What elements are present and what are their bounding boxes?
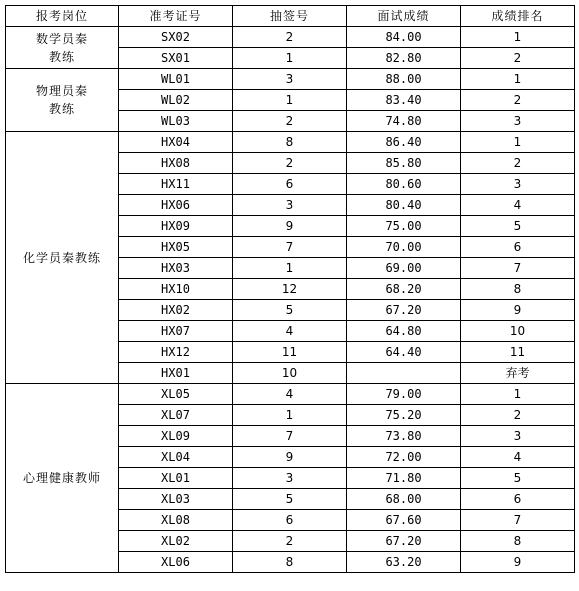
draw-number-cell: 1	[233, 48, 347, 69]
draw-number-cell: 8	[233, 552, 347, 573]
exam-id-cell: SX02	[119, 27, 233, 48]
draw-number-cell: 1	[233, 258, 347, 279]
rank-cell: 8	[461, 279, 575, 300]
rank-cell: 7	[461, 258, 575, 279]
rank-cell: 11	[461, 342, 575, 363]
score-cell	[347, 363, 461, 384]
exam-id-cell: WL01	[119, 69, 233, 90]
exam-id-cell: HX04	[119, 132, 233, 153]
rank-cell: 2	[461, 90, 575, 111]
rank-cell: 5	[461, 468, 575, 489]
exam-id-cell: HX09	[119, 216, 233, 237]
rank-cell: 2	[461, 153, 575, 174]
rank-cell: 5	[461, 216, 575, 237]
draw-number-cell: 1	[233, 90, 347, 111]
results-body	[6, 27, 575, 573]
exam-id-cell: WL02	[119, 90, 233, 111]
rank-cell: 1	[461, 27, 575, 48]
rank-cell: 9	[461, 552, 575, 573]
position-cell	[6, 27, 119, 69]
score-cell: 71.80	[347, 468, 461, 489]
draw-number-cell: 12	[233, 279, 347, 300]
score-cell: 82.80	[347, 48, 461, 69]
draw-number-cell: 4	[233, 384, 347, 405]
score-cell: 67.60	[347, 510, 461, 531]
score-cell: 79.00	[347, 384, 461, 405]
score-cell: 86.40	[347, 132, 461, 153]
exam-id-cell: XL01	[119, 468, 233, 489]
draw-number-cell: 3	[233, 468, 347, 489]
rank-cell: 9	[461, 300, 575, 321]
header-exam-id: 准考证号	[119, 6, 233, 27]
exam-id-cell: XL07	[119, 405, 233, 426]
score-cell: 70.00	[347, 237, 461, 258]
draw-number-cell: 6	[233, 174, 347, 195]
score-cell: 80.60	[347, 174, 461, 195]
draw-number-cell: 3	[233, 69, 347, 90]
draw-number-cell: 6	[233, 510, 347, 531]
exam-id-cell: WL03	[119, 111, 233, 132]
rank-cell: 6	[461, 237, 575, 258]
exam-id-cell: XL02	[119, 531, 233, 552]
draw-number-cell: 9	[233, 216, 347, 237]
exam-id-cell: HX01	[119, 363, 233, 384]
exam-id-cell: XL05	[119, 384, 233, 405]
position-cell	[6, 384, 119, 573]
draw-number-cell: 3	[233, 195, 347, 216]
score-cell: 80.40	[347, 195, 461, 216]
header-position: 报考岗位	[6, 6, 119, 27]
score-cell: 83.40	[347, 90, 461, 111]
rank-cell: 1	[461, 132, 575, 153]
exam-id-cell: HX12	[119, 342, 233, 363]
rank-cell: 4	[461, 195, 575, 216]
draw-number-cell: 2	[233, 531, 347, 552]
draw-number-cell: 7	[233, 426, 347, 447]
exam-id-cell: HX10	[119, 279, 233, 300]
position-cell	[6, 132, 119, 384]
rank-cell: 8	[461, 531, 575, 552]
score-cell: 68.00	[347, 489, 461, 510]
draw-number-cell: 10	[233, 363, 347, 384]
rank-cell: 6	[461, 489, 575, 510]
rank-cell: 3	[461, 174, 575, 195]
header-interview-score: 面试成绩	[347, 6, 461, 27]
score-cell: 74.80	[347, 111, 461, 132]
score-cell: 72.00	[347, 447, 461, 468]
draw-number-cell: 8	[233, 132, 347, 153]
draw-number-cell: 2	[233, 27, 347, 48]
header-draw-number: 抽签号	[233, 6, 347, 27]
exam-id-cell: HX08	[119, 153, 233, 174]
draw-number-cell: 11	[233, 342, 347, 363]
rank-cell: 1	[461, 384, 575, 405]
rank-cell: 10	[461, 321, 575, 342]
rank-cell: 1	[461, 69, 575, 90]
score-cell: 68.20	[347, 279, 461, 300]
exam-id-cell: HX03	[119, 258, 233, 279]
score-cell: 63.20	[347, 552, 461, 573]
position-cell	[6, 69, 119, 132]
exam-id-cell: SX01	[119, 48, 233, 69]
score-cell: 75.00	[347, 216, 461, 237]
draw-number-cell: 2	[233, 153, 347, 174]
rank-cell: 弃考	[461, 363, 575, 384]
header-row	[6, 6, 575, 27]
results-table	[5, 5, 575, 573]
rank-cell: 7	[461, 510, 575, 531]
rank-cell: 2	[461, 405, 575, 426]
exam-id-cell: HX02	[119, 300, 233, 321]
position-line: 化学员秦教练	[22, 250, 101, 265]
score-cell: 67.20	[347, 531, 461, 552]
draw-number-cell: 9	[233, 447, 347, 468]
exam-id-cell: XL04	[119, 447, 233, 468]
rank-cell: 3	[461, 111, 575, 132]
position-line: 教练	[48, 49, 75, 64]
rank-cell: 4	[461, 447, 575, 468]
table-row	[6, 384, 575, 405]
header-rank: 成绩排名	[461, 6, 575, 27]
exam-id-cell: HX07	[119, 321, 233, 342]
exam-id-cell: XL03	[119, 489, 233, 510]
table-row	[6, 69, 575, 90]
score-cell: 85.80	[347, 153, 461, 174]
position-line: 数学员秦	[35, 31, 88, 46]
score-cell: 84.00	[347, 27, 461, 48]
draw-number-cell: 7	[233, 237, 347, 258]
exam-id-cell: XL06	[119, 552, 233, 573]
exam-id-cell: XL08	[119, 510, 233, 531]
score-cell: 64.40	[347, 342, 461, 363]
draw-number-cell: 5	[233, 489, 347, 510]
position-line: 教练	[48, 102, 75, 116]
draw-number-cell: 5	[233, 300, 347, 321]
score-cell: 67.20	[347, 300, 461, 321]
score-cell: 73.80	[347, 426, 461, 447]
score-cell: 75.20	[347, 405, 461, 426]
position-line: 心理健康教师	[22, 471, 101, 485]
table-row	[6, 132, 575, 153]
score-cell: 69.00	[347, 258, 461, 279]
score-cell: 64.80	[347, 321, 461, 342]
table-row	[6, 27, 575, 48]
exam-id-cell: HX11	[119, 174, 233, 195]
draw-number-cell: 4	[233, 321, 347, 342]
exam-id-cell: HX06	[119, 195, 233, 216]
draw-number-cell: 1	[233, 405, 347, 426]
score-cell: 88.00	[347, 69, 461, 90]
rank-cell: 2	[461, 48, 575, 69]
draw-number-cell: 2	[233, 111, 347, 132]
position-line: 物理员秦	[35, 84, 88, 98]
rank-cell: 3	[461, 426, 575, 447]
exam-id-cell: XL09	[119, 426, 233, 447]
exam-id-cell: HX05	[119, 237, 233, 258]
